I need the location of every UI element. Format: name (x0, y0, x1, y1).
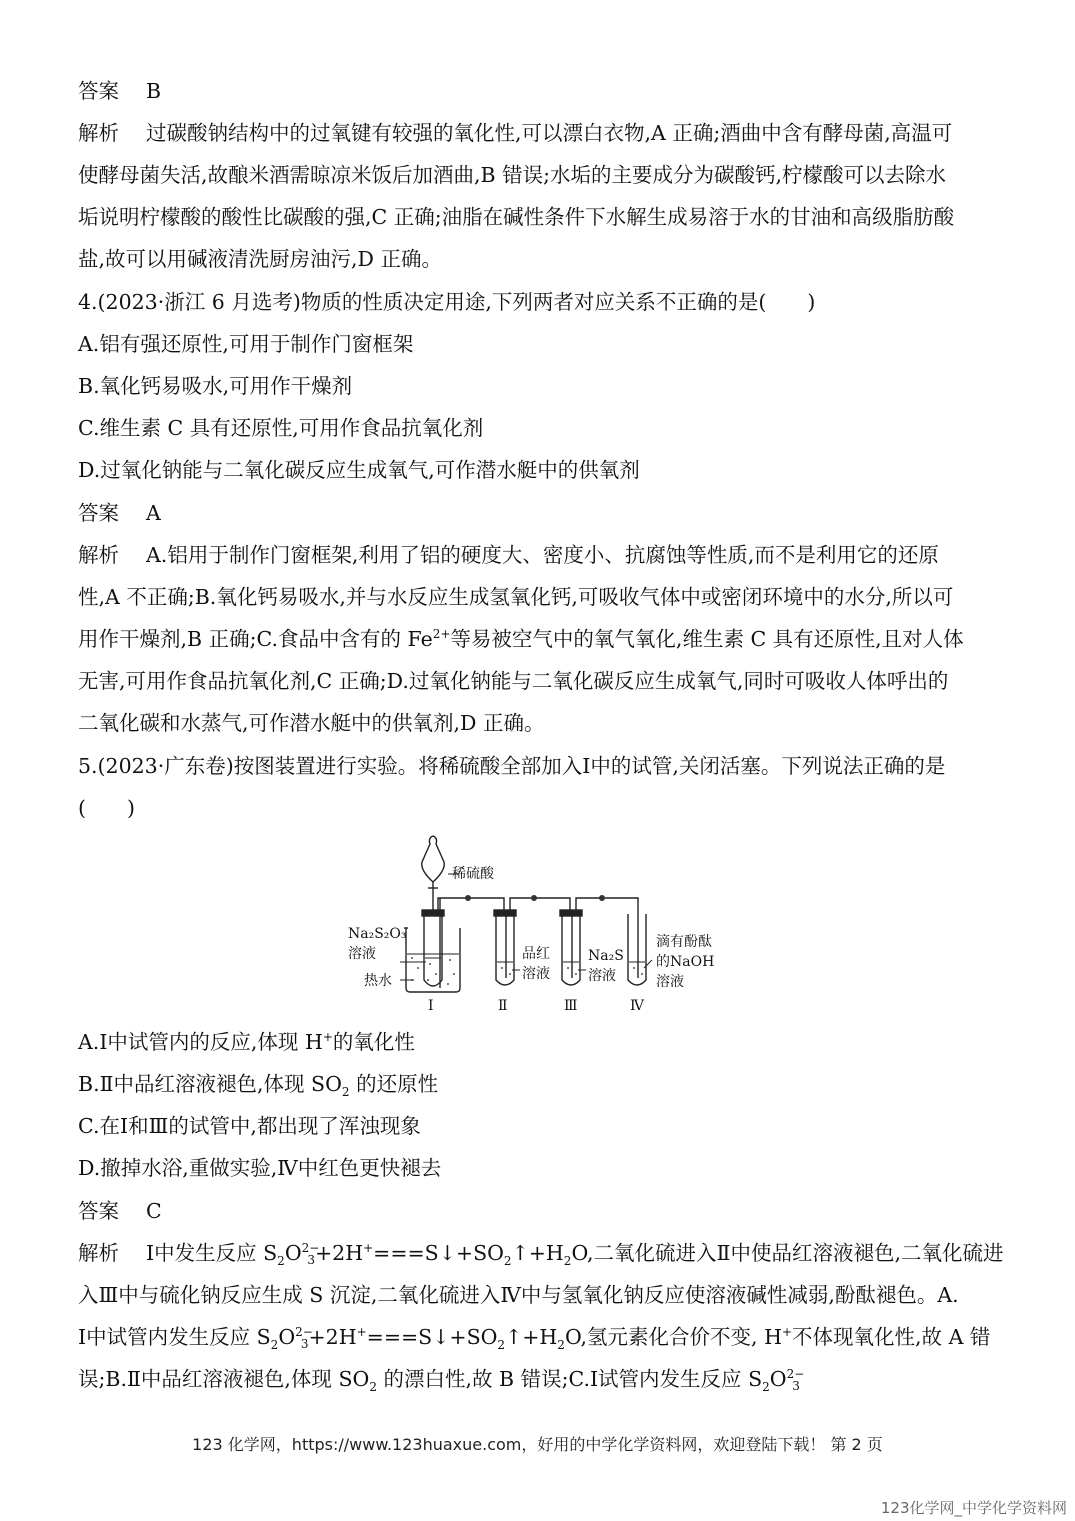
q4-option-b: B.氧化钙易吸水,可用作干燥剂 (78, 374, 353, 398)
label-naoh: 的NaOH (656, 954, 715, 970)
q5-explanation-line: 入Ⅲ中与硫化钠反应生成 S 沉淀,二氧化硫进入Ⅳ中与氢氧化钠反应使溶液碱性减弱,酚酞褪色。A. (78, 1283, 959, 1307)
q4-option-d: D.过氧化钠能与二氧化碳反应生成氧气,可作潜水艇中的供氧剂 (78, 458, 640, 482)
q3-explanation-line: 使酵母菌失活,故酿米酒需晾凉米饭后加酒曲,B 错误;水垢的主要成分为碳酸钙,柠檬酸可以去除水 (78, 163, 947, 187)
q5-option-c: C.在Ⅰ和Ⅲ的试管中,都出现了浑浊现象 (78, 1114, 421, 1138)
label-naoh-solution: 溶液 (656, 974, 684, 990)
watermark: 123化学网_中学化学资料网 (880, 1499, 1067, 1517)
label-pinhong: 品红 (522, 946, 550, 962)
test-tube-2 (496, 914, 514, 985)
q4-explanation-line: 性,A 不正确;B.氧化钙易吸水,并与水反应生成氢氧化钙,可吸收气体中或密闭环境中的水分,所以可 (78, 585, 954, 609)
separatory-funnel (422, 836, 445, 882)
label-hot-water: 热水 (364, 973, 392, 989)
label-na2s-solution: 溶液 (588, 968, 616, 984)
q5-answer: 答案 C (78, 1199, 162, 1223)
label-tube-2: Ⅱ (498, 998, 508, 1014)
label-pinhong-solution: 溶液 (522, 966, 550, 982)
apparatus-diagram (340, 828, 740, 1018)
q5-option-a: A.Ⅰ中试管内的反应,体现 H+的氧化性 (78, 1030, 415, 1054)
q4-explanation-line: 解析 A.铝用于制作门窗框架,利用了铝的硬度大、密度小、抗腐蚀等性质,而不是利用它的还原 (78, 543, 939, 567)
q4-answer: 答案 A (78, 501, 161, 525)
q5-stem-bracket: ( ) (78, 796, 135, 820)
q5-explanation-line: Ⅰ中试管内发生反应 $S_2O^{2-}3+2H^+===S↓+SO_2↑+H_2O$,氢元素化合价不变, H+不体现氧化性,故 A 错 (78, 1325, 991, 1353)
page-footer: 123 化学网，https://www.123huaxue.com，好用的中学化学资料网，欢迎登陆下载！ 第 2 页 (192, 1435, 883, 1454)
label-na2s: Na₂S (588, 948, 624, 964)
label-dilute-acid: 稀硫酸 (452, 866, 494, 882)
test-tube-3 (562, 914, 580, 985)
label-na2s2o3-solution: 溶液 (348, 946, 376, 962)
q4-stem: 4.(2023·浙江 6 月选考)物质的性质决定用途,下列两者对应关系不正确的是( ) (78, 290, 816, 314)
q5-explanation-line: 误;B.Ⅱ中品红溶液褪色,体现 $SO_2$ 的漂白性,故 B 错误;C.Ⅰ试管内发生反应 $S_2O^{2-}3$ (78, 1367, 805, 1395)
q3-answer: 答案 B (78, 79, 162, 103)
label-tube-3: Ⅲ (564, 998, 578, 1014)
q5-explanation-line: 解析 Ⅰ中发生反应 $S_2O^{2-}3+2H^+===S↓+SO_2↑+H_2O$,二氧化硫进入Ⅱ中使品红溶液褪色,二氧化硫进 (78, 1241, 1004, 1269)
q4-option-a: A.铝有强还原性,可用于制作门窗框架 (78, 332, 414, 356)
q4-explanation-line: 用作干燥剂,B 正确;C.食品中含有的 $Fe^{2+}$等易被空气中的氧气氧化,维生素 C 具有还原性,且对人体 (78, 627, 964, 651)
test-tube-4 (628, 914, 646, 985)
label-tube-4: Ⅳ (630, 998, 644, 1014)
q5-option-d: D.撤掉水浴,重做实验,Ⅳ中红色更快褪去 (78, 1156, 442, 1180)
q3-explanation-line: 解析 过碳酸钠结构中的过氧键有较强的氧化性,可以漂白衣物,A 正确;酒曲中含有酵母菌,高温可 (78, 121, 953, 145)
beaker (406, 928, 460, 992)
q4-explanation-line: 二氧化碳和水蒸气,可作潜水艇中的供氧剂,D 正确。 (78, 711, 545, 735)
label-na2s2o3: Na₂S₂O₃ (348, 926, 407, 942)
q3-explanation-line: 盐,故可以用碱液清洗厨房油污,D 正确。 (78, 247, 442, 271)
q4-option-c: C.维生素 C 具有还原性,可用作食品抗氧化剂 (78, 416, 484, 440)
label-phenolphthalein: 滴有酚酞 (656, 934, 712, 950)
q5-option-b: B.Ⅱ中品红溶液褪色,体现 $SO_2$ 的还原性 (78, 1072, 439, 1100)
test-tube-1 (424, 914, 442, 986)
label-tube-1: Ⅰ (428, 998, 434, 1014)
q4-explanation-line: 无害,可用作食品抗氧化剂,C 正确;D.过氧化钠能与二氧化碳反应生成氧气,同时可吸收人体呼出的 (78, 669, 949, 693)
q3-explanation-line: 垢说明柠檬酸的酸性比碳酸的强,C 正确;油脂在碱性条件下水解生成易溶于水的甘油和高级脂肪酸 (78, 205, 955, 229)
q5-stem: 5.(2023·广东卷)按图装置进行实验。将稀硫酸全部加入Ⅰ中的试管,关闭活塞。下列说法正确的是 (78, 754, 946, 778)
